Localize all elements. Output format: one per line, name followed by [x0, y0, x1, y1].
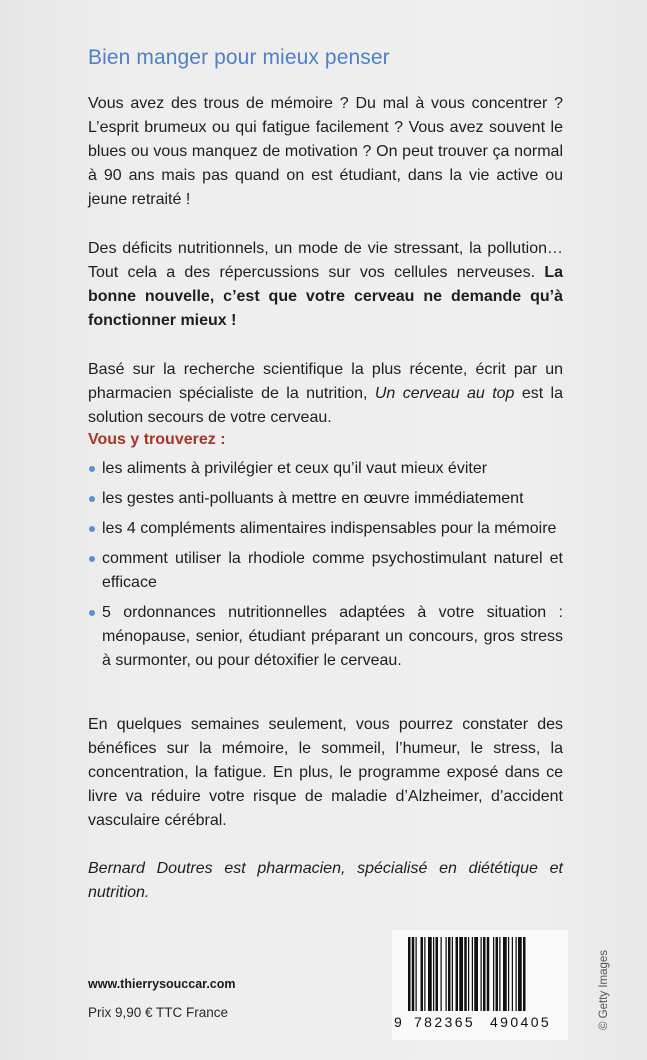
list-item-text: les aliments à privilégier et ceux qu’il vaut mieux éviter — [102, 460, 488, 477]
barcode-bar — [468, 937, 469, 1011]
research-paragraph — [88, 358, 563, 430]
barcode-bar — [503, 937, 507, 1011]
list-item — [88, 487, 563, 511]
bullet-dot-icon — [89, 496, 95, 502]
bullet-dot-icon — [89, 556, 95, 562]
barcode-bar — [456, 937, 459, 1011]
barcode-bar — [433, 937, 434, 1011]
barcode-bar — [496, 937, 499, 1011]
list-item — [88, 547, 563, 595]
barcode-bar — [464, 937, 467, 1011]
list-item-text: les gestes anti-polluants à mettre en œuvre immédiatement — [102, 490, 524, 507]
barcode-bar — [508, 937, 509, 1011]
barcode-bar — [516, 937, 517, 1011]
barcode-bar — [424, 937, 425, 1011]
barcode — [392, 930, 568, 1040]
deficits-paragraph — [88, 237, 563, 333]
barcode-left-group: 782365 — [414, 1014, 476, 1030]
author-bio: Bernard Doutres est pharmacien, spécialisé en diététique et nutrition. — [88, 860, 563, 901]
bullet-dot-icon — [89, 466, 95, 472]
list-item-text: 5 ordonnances nutritionnelles adaptées à votre situation : ménopause, senior, étudiant préparant un concours, gros stress à surmonter, ou pour détoxifier le cerveau. — [102, 604, 563, 669]
barcode-digits — [392, 1014, 568, 1032]
barcode-bar — [416, 937, 417, 1011]
barcode-bar — [483, 937, 486, 1011]
book-title-italic: Un cerveau au top — [374, 385, 515, 402]
barcode-bar — [459, 937, 463, 1011]
barcode-bar — [474, 937, 478, 1011]
barcode-bar — [446, 937, 447, 1011]
barcode-bar — [408, 937, 411, 1011]
barcode-bar — [518, 937, 522, 1011]
bullet-list — [88, 457, 563, 679]
barcode-bars-icon — [400, 937, 560, 1013]
barcode-bar — [481, 937, 482, 1011]
title: Bien manger pour mieux penser — [88, 46, 390, 69]
good-news-bold: La bonne nouvelle, c’est que votre cerveau ne demande qu’à fonctionner mieux ! — [88, 264, 563, 329]
barcode-first-digit: 9 — [394, 1014, 402, 1030]
intro-paragraph: Vous avez des trous de mémoire ? Du mal à vous concentrer ? L’esprit brumeux ou qui fatigue facilement ? Vous avez souvent le blues ou vous manquez de motivation ? On peut trouver ça normal à 90 ans mais pas quand on est étudiant, dans la vie active ou jeune retraité ! — [88, 95, 563, 208]
barcode-bar — [472, 937, 473, 1011]
research-text-after: est la solution secours de votre cerveau. — [88, 385, 564, 426]
barcode-bar — [523, 937, 526, 1011]
deficits-text: Des déficits nutritionnels, un mode de vie stressant, la pollution… Tout cela a des répercussions sur vos cellules nerveuses. — [88, 240, 563, 281]
barcode-bar — [493, 937, 494, 1011]
list-item — [88, 517, 563, 541]
bullet-dot-icon — [89, 610, 95, 616]
list-item — [88, 457, 563, 481]
barcode-right-group: 490405 — [490, 1014, 552, 1030]
benefits-paragraph: En quelques semaines seulement, vous pourrez constater des bénéfices sur la mémoire, le sommeil, l’humeur, le stress, la concentration, la fatigue. En plus, le programme exposé dans ce livre va réduire votre risque de maladie d’Alzheimer, d’accident vasculaire cérébral. — [88, 716, 563, 829]
bullet-dot-icon — [89, 526, 95, 532]
section-heading: Vous y trouverez : — [88, 431, 226, 448]
barcode-bar — [436, 937, 439, 1011]
barcode-bar — [452, 937, 453, 1011]
price-label: Prix 9,90 € TTC France — [88, 1005, 229, 1020]
barcode-bar — [412, 937, 415, 1011]
list-item — [88, 601, 563, 673]
barcode-bar — [441, 937, 442, 1011]
barcode-bar — [499, 937, 500, 1011]
publisher-url[interactable]: www.thierrysouccar.com — [88, 977, 236, 991]
barcode-bar — [512, 937, 513, 1011]
list-item-text: comment utiliser la rhodiole comme psychostimulant naturel et efficace — [102, 550, 563, 591]
photo-credit: © Getty Images — [598, 949, 610, 1030]
barcode-bar — [421, 937, 424, 1011]
barcode-bar — [428, 937, 432, 1011]
barcode-bar — [487, 937, 490, 1011]
list-item-text: les 4 compléments alimentaires indispensables pour la mémoire — [102, 520, 557, 537]
research-text-before: Basé sur la recherche scientifique la plus récente, écrit par un pharmacien spécialiste de la nutrition, — [88, 361, 563, 402]
barcode-bar — [448, 937, 451, 1011]
